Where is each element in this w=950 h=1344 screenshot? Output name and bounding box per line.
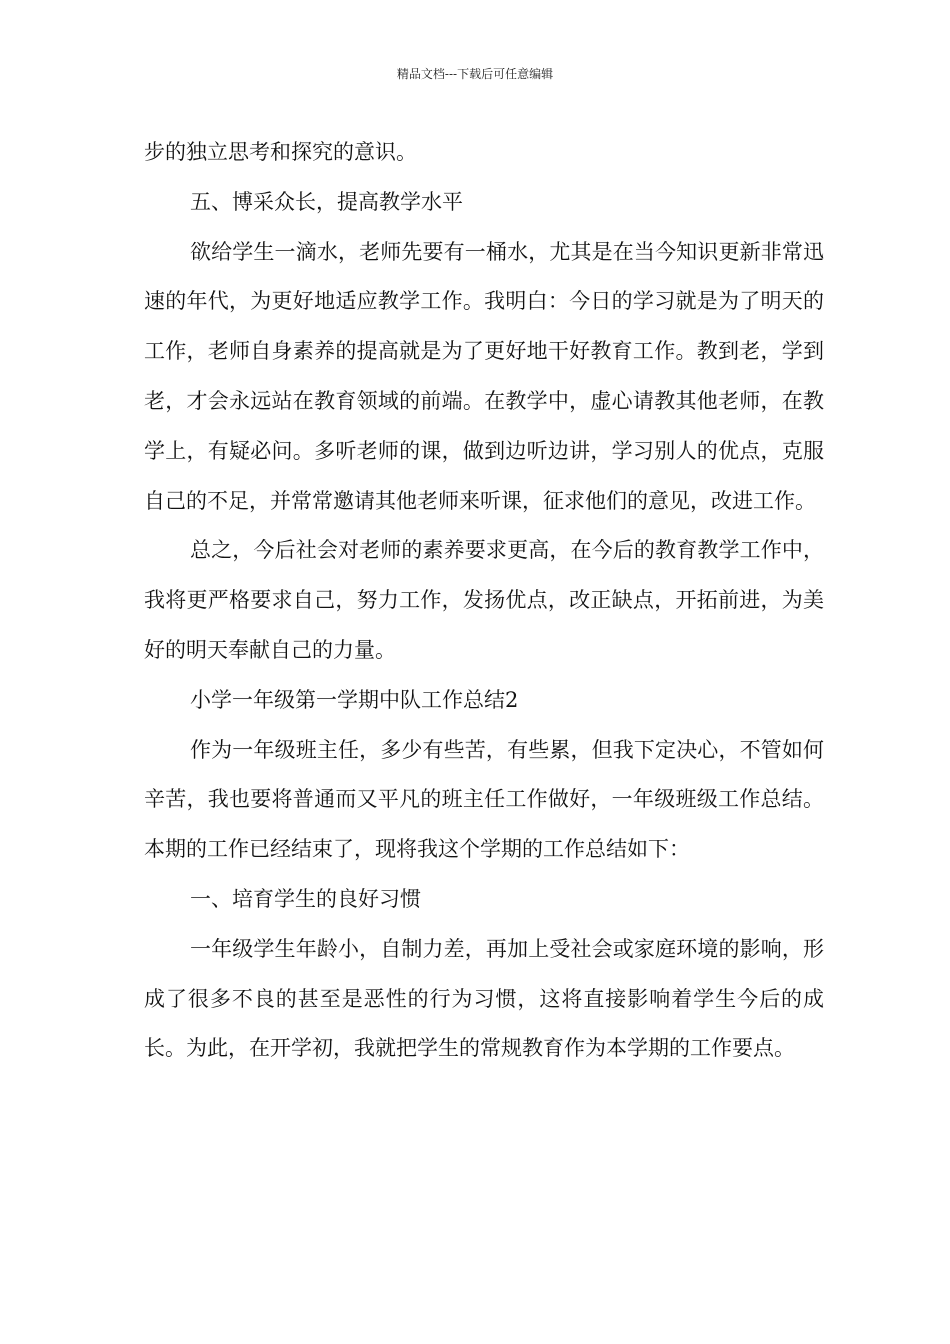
paragraph-conclusion: 总之，今后社会对老师的素养要求更高，在今后的教育教学工作中，我将更严格要求自己，努力工作，发扬优点，改正缺点，开拓前进，为美好的明天奉献自己的力量。: [144, 538, 824, 662]
document-body: [144, 128, 824, 1074]
paragraph-learning: 欲给学生一滴水，老师先要有一桶水，尤其是在当今知识更新非常迅速的年代，为更好地适应教学工作。我明白：今日的学习就是为了明天的工作，老师自身素养的提高就是为了更好地干好教育工作。教到老，学到老，才会永远站在教育领域的前端。在教学中，虚心请教其他老师，在教学上，有疑必问。多听老师的课，做到边听边讲，学习别人的优点，克服自己的不足，并常常邀请其他老师来听课，征求他们的意见，改进工作。: [144, 239, 824, 513]
page-header: 精品文档---下载后可任意编辑: [396, 67, 554, 81]
paragraph-habits: 一年级学生年龄小，自制力差，再加上受社会或家庭环境的影响，形成了很多不良的甚至是恶性的行为习惯，这将直接影响着学生今后的成长。为此，在开学初，我就把学生的常规教育作为本学期的工作要点。: [144, 936, 824, 1061]
section-heading-one: 一、培育学生的良好习惯: [190, 886, 421, 911]
document-title-2: 小学一年级第一学期中队工作总结2: [190, 687, 519, 712]
section-heading-five: 五、博采众长，提高教学水平: [190, 189, 463, 214]
paragraph-intro: 作为一年级班主任，多少有些苦，有些累，但我下定决心，不管如何辛苦，我也要将普通而又平凡的班主任工作做好，一年级班级工作总结。本期的工作已经结束了，现将我这个学期的工作总结如下：: [144, 737, 824, 862]
paragraph-continuation: 步的独立思考和探究的意识。: [144, 140, 417, 164]
